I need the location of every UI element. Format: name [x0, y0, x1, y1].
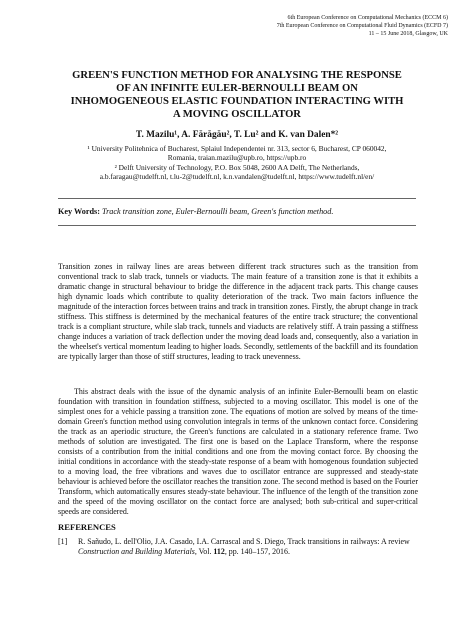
body-paragraph-2: This abstract deals with the issue of the dynamic analysis of an infinite Euler-Bernoulli beam on elastic foundation with transition in foundation stiffness, subjected to a moving oscillator. This model is one of the simplest ones for a vehicle passing a transition zone. The equations of motion are solved by means of the time-domain Green's function method using convolution integrals in terms of the unknown contact force. Considering the track as an aperiodic structure, the Green's functions are calculated in a stationary reference frame. Two methods of solution are investigated. The first one is based on the Laplace Transform, where the response consists of a contribution from the initial conditions and one from the moving contact force. By choosing the initial conditions in accordance with the steady-state response of a beam with homogenous foundation subjected to a moving load, the free vibrations and waves due to oscillator entrance are suppressed and steady-state behaviour is achieved before the oscillator reaches the transition zone. The second method is based on the Fourier Transform, which automatically ensures steady-state behaviour. The influence of the length of the transition zone and the speed of the moving oscillator on the contact force are analysed; both sub-critical and super-critical speeds are considered.	[58, 387, 418, 516]
conference-line-2: 7th European Conference on Computational Fluid Dynamics (ECFD 7)	[276, 23, 448, 29]
affiliation-line-4: a.b.faragau@tudelft.nl, t.lu-2@tudelft.nl, k.n.vandalen@tudelft.nl, https://www.tudelft.nl/en/	[99, 171, 375, 181]
affiliations	[30, 144, 444, 181]
body-paragraph-1: Transition zones in railway lines are areas between different track structures such as the transition from conventional track to slab track, tunnels or viaducts. The main feature of a transition zone is that it exhibits a dramatic change in structural behaviour to bridge the difference in the adjacent track parts. This change causes high dynamic loads which contribute to quality deterioration of the track. Two main factors influence the magnitude of the interaction forces between trains and track in transition zones. Firstly, the abrupt change in track stiffness. This stiffness is determined by the mechanical features of the entire track structure; the conventional track is a compliant structure, while slab track, tunnels and viaducts are relatively stiff. A train passing a stiffness change induces a variation of track deflection under the moving dead loads and, consequently, also a variation in the wheelset's vertical momentum leading to higher loads. Secondly, settlements of the backfill and its foundation are typically larger than those of stiff structures, leading to track unevenness.	[58, 262, 418, 361]
reference-volume-prefix: , Vol.	[194, 547, 214, 556]
top-divider	[58, 198, 416, 199]
conference-header	[277, 14, 448, 38]
reference-pages: , pp. 140–157, 2016.	[224, 547, 290, 556]
reference-number: [1]	[58, 537, 68, 546]
reference-authors: R. Sañudo, L. dell'Olio, J.A. Casado, I.A. Carrascal and S. Diego, Track transitions in railways: A review	[78, 537, 410, 546]
reference-item	[58, 537, 418, 557]
keywords-value: Track transition zone, Euler-Bernoulli beam, Green's function method.	[101, 207, 334, 216]
reference-text	[78, 537, 418, 557]
title-line-3: INHOMOGENEOUS ELASTIC FOUNDATION INTERACTING WITH	[70, 96, 404, 107]
keywords-label: Key Words:	[58, 207, 100, 216]
affiliation-line-3: ² Delft University of Technology, P.O. Box 5048, 2600 AA Delft, The Netherlands,	[114, 162, 360, 172]
keywords-line	[58, 207, 333, 216]
affiliation-line-2: Romania, traian.mazilu@upb.ro, https://upb.ro	[167, 153, 307, 163]
reference-volume: 112	[213, 547, 225, 556]
reference-journal: Construction and Building Materials	[78, 547, 195, 556]
title-line-4: A MOVING OSCILLATOR	[173, 109, 301, 120]
author-list: T. Mazilu¹, A. Fărăgău², T. Lu² and K. van Dalen*²	[135, 130, 339, 140]
bottom-divider	[58, 225, 416, 226]
title-line-2: OF AN INFINITE EULER-BERNOULLI BEAM ON	[116, 83, 358, 94]
conference-line-1: 6th European Conference on Computational Mechanics (ECCM 6)	[287, 15, 448, 21]
title-line-1: GREEN'S FUNCTION METHOD FOR ANALYSING THE RESPONSE	[72, 70, 402, 81]
references-heading: REFERENCES	[58, 522, 116, 532]
paper-title	[30, 69, 444, 121]
affiliation-line-1: ¹ University Politehnica of Bucharest, Splaiul Independentei nr. 313, sector 6, Bucharest, CP 060042,	[87, 144, 387, 153]
conference-line-3: 11 – 15 June 2018, Glasgow, UK	[368, 31, 448, 37]
